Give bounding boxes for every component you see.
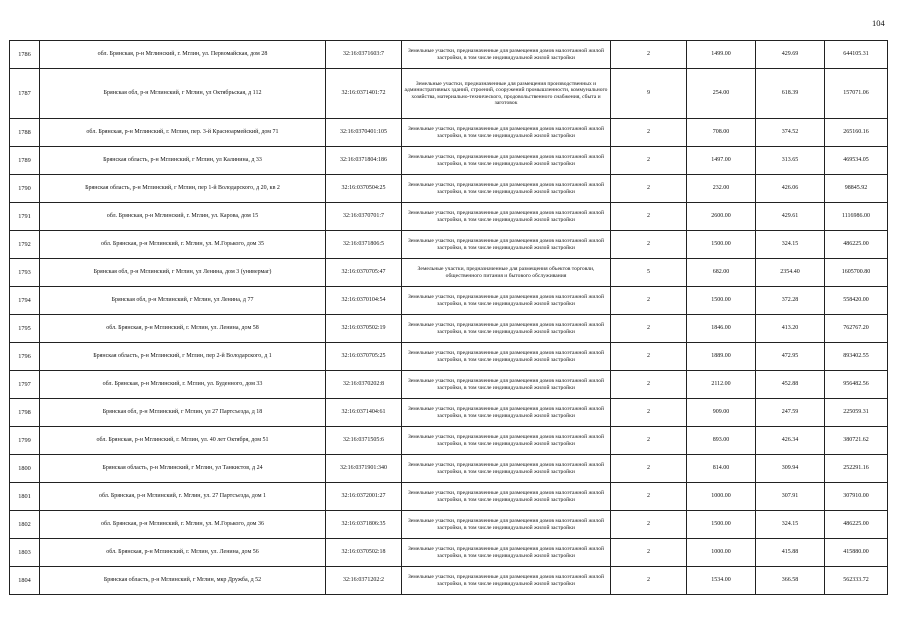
specific-cadastral-value-cell: 324.15 [756,231,825,259]
cadastral-value-cell: 225059.31 [825,399,888,427]
cadastral-value-cell: 265160.16 [825,119,888,147]
specific-cadastral-value-cell: 426.06 [756,175,825,203]
specific-cadastral-value-cell: 2354.40 [756,259,825,287]
row-number-cell: 1801 [10,483,40,511]
specific-cadastral-value-cell: 618.39 [756,69,825,119]
use-group-cell: 2 [611,343,687,371]
row-number-cell: 1791 [10,203,40,231]
area-cell: 1500.00 [687,511,756,539]
row-number-cell: 1793 [10,259,40,287]
land-use-purpose-cell: Земельные участки, предназначенные для размещения домов малоэтажной жилой застройки, в том числе индивидуальной жилой застройки [402,147,611,175]
table-row [10,399,888,427]
cadastral-number-cell: 32:16:0370202:8 [326,371,402,399]
cadastral-number-cell: 32:16:0371806:35 [326,511,402,539]
area-cell: 2112.00 [687,371,756,399]
specific-cadastral-value-cell: 313.65 [756,147,825,175]
area-cell: 909.00 [687,399,756,427]
use-group-cell: 2 [611,455,687,483]
row-number-cell: 1796 [10,343,40,371]
specific-cadastral-value-cell: 413.20 [756,315,825,343]
specific-cadastral-value-cell: 415.88 [756,539,825,567]
address-cell: обл. Брянская, р-н Мглинский, г. Мглин, ул. М.Горького, дом 35 [40,231,326,259]
cadastral-number-cell: 32:16:0371603:7 [326,41,402,69]
cadastral-number-cell: 32:16:0371806:5 [326,231,402,259]
address-cell: обл. Брянская, р-н Мглинский, г. Мглин, ул. Ленина, дом 58 [40,315,326,343]
table-row [10,427,888,455]
area-cell: 682.00 [687,259,756,287]
table-row [10,231,888,259]
address-cell: Брянская область, р-н Мглинский, г Мглин, пер 2-й Володарского, д 1 [40,343,326,371]
cadastral-value-cell: 762767.20 [825,315,888,343]
cadastral-value-cell: 956482.56 [825,371,888,399]
land-use-purpose-cell: Земельные участки, предназначенные для размещения домов малоэтажной жилой застройки, в том числе индивидуальной жилой застройки [402,315,611,343]
cadastral-number-cell: 32:16:0370502:19 [326,315,402,343]
use-group-cell: 2 [611,287,687,315]
address-cell: Брянская обл, р-н Мглинский, г Мглин, ул Октябрьская, д 112 [40,69,326,119]
land-use-purpose-cell: Земельные участки, предназначенные для размещения домов малоэтажной жилой застройки, в том числе индивидуальной жилой застройки [402,343,611,371]
table-row [10,69,888,119]
land-use-purpose-cell: Земельные участки, предназначенные для размещения объектов торговли, общественного питания и бытового обслуживания [402,259,611,287]
row-number-cell: 1802 [10,511,40,539]
page-number: 104 [872,18,885,28]
row-number-cell: 1790 [10,175,40,203]
area-cell: 1000.00 [687,539,756,567]
cadastral-value-cell: 644105.31 [825,41,888,69]
row-number-cell: 1792 [10,231,40,259]
cadastral-number-cell: 32:16:0370504:25 [326,175,402,203]
area-cell: 814.00 [687,455,756,483]
cadastral-value-cell: 486225.00 [825,511,888,539]
specific-cadastral-value-cell: 366.58 [756,567,825,595]
cadastral-value-cell: 1605700.80 [825,259,888,287]
cadastral-value-cell: 469534.05 [825,147,888,175]
cadastral-value-cell: 307910.00 [825,483,888,511]
land-use-purpose-cell: Земельные участки, предназначенные для размещения домов малоэтажной жилой застройки, в том числе индивидуальной жилой застройки [402,119,611,147]
row-number-cell: 1803 [10,539,40,567]
land-use-purpose-cell: Земельные участки, предназначенные для размещения домов малоэтажной жилой застройки, в том числе индивидуальной жилой застройки [402,567,611,595]
row-number-cell: 1797 [10,371,40,399]
use-group-cell: 2 [611,539,687,567]
table-row [10,175,888,203]
specific-cadastral-value-cell: 472.95 [756,343,825,371]
cadastral-number-cell: 32:16:0371804:186 [326,147,402,175]
specific-cadastral-value-cell: 307.91 [756,483,825,511]
table-row [10,483,888,511]
cadastral-value-cell: 1116986.00 [825,203,888,231]
table-row [10,147,888,175]
cadastral-registry-table [9,40,888,595]
area-cell: 893.00 [687,427,756,455]
area-cell: 708.00 [687,119,756,147]
specific-cadastral-value-cell: 429.69 [756,41,825,69]
address-cell: обл. Брянская, р-н Мглинский, г. Мглин, ул. Карова, дом 15 [40,203,326,231]
use-group-cell: 2 [611,315,687,343]
address-cell: обл. Брянская, р-н Мглинский, г. Мглин, ул. 27 Партсъезда, дом 1 [40,483,326,511]
row-number-cell: 1787 [10,69,40,119]
cadastral-number-cell: 32:16:0370701:7 [326,203,402,231]
specific-cadastral-value-cell: 372.28 [756,287,825,315]
table-row [10,259,888,287]
address-cell: Брянская обл, р-н Мглинский, г Мглин, ул Ленина, дом 3 (универмаг) [40,259,326,287]
specific-cadastral-value-cell: 324.15 [756,511,825,539]
table-row [10,539,888,567]
cadastral-value-cell: 415880.00 [825,539,888,567]
cadastral-number-cell: 32:16:0371401:72 [326,69,402,119]
table-row [10,119,888,147]
land-use-purpose-cell: Земельные участки, предназначенные для размещения домов малоэтажной жилой застройки, в том числе индивидуальной жилой застройки [402,539,611,567]
area-cell: 2600.00 [687,203,756,231]
address-cell: Брянская область, р-н Мглинский, г Мглин, ул Калинина, д 33 [40,147,326,175]
address-cell: обл. Брянская, р-н Мглинский, г. Мглин, пер. 3-й Красноармейский, дом 71 [40,119,326,147]
table-row [10,455,888,483]
use-group-cell: 2 [611,147,687,175]
use-group-cell: 2 [611,511,687,539]
row-number-cell: 1788 [10,119,40,147]
row-number-cell: 1794 [10,287,40,315]
area-cell: 1500.00 [687,287,756,315]
table-row [10,203,888,231]
use-group-cell: 9 [611,69,687,119]
specific-cadastral-value-cell: 426.34 [756,427,825,455]
table-row [10,511,888,539]
row-number-cell: 1786 [10,41,40,69]
table-row [10,343,888,371]
use-group-cell: 5 [611,259,687,287]
land-use-purpose-cell: Земельные участки, предназначенные для размещения домов малоэтажной жилой застройки, в том числе индивидуальной жилой застройки [402,455,611,483]
address-cell: обл. Брянская, р-н Мглинский, г. Мглин, ул. Ленина, дом 56 [40,539,326,567]
use-group-cell: 2 [611,175,687,203]
cadastral-number-cell: 32:16:0372001:27 [326,483,402,511]
registry-table-body [10,41,888,595]
area-cell: 254.00 [687,69,756,119]
cadastral-number-cell: 32:16:0371404:61 [326,399,402,427]
land-use-purpose-cell: Земельные участки, предназначенные для размещения домов малоэтажной жилой застройки, в том числе индивидуальной жилой застройки [402,41,611,69]
row-number-cell: 1795 [10,315,40,343]
use-group-cell: 2 [611,231,687,259]
table-row [10,371,888,399]
specific-cadastral-value-cell: 309.94 [756,455,825,483]
row-number-cell: 1798 [10,399,40,427]
use-group-cell: 2 [611,399,687,427]
row-number-cell: 1789 [10,147,40,175]
land-use-purpose-cell: Земельные участки, предназначенные для размещения домов малоэтажной жилой застройки, в том числе индивидуальной жилой застройки [402,203,611,231]
table-row [10,315,888,343]
cadastral-number-cell: 32:16:0371901:340 [326,455,402,483]
land-use-purpose-cell: Земельные участки, предназначенные для размещения домов малоэтажной жилой застройки, в том числе индивидуальной жилой застройки [402,511,611,539]
cadastral-value-cell: 98845.92 [825,175,888,203]
use-group-cell: 2 [611,119,687,147]
cadastral-number-cell: 32:16:0370705:47 [326,259,402,287]
cadastral-number-cell: 32:16:0371505:6 [326,427,402,455]
specific-cadastral-value-cell: 247.59 [756,399,825,427]
area-cell: 1497.00 [687,147,756,175]
land-use-purpose-cell: Земельные участки, предназначенные для размещения домов малоэтажной жилой застройки, в том числе индивидуальной жилой застройки [402,427,611,455]
land-use-purpose-cell: Земельные участки, предназначенные для размещения домов малоэтажной жилой застройки, в том числе индивидуальной жилой застройки [402,287,611,315]
area-cell: 1889.00 [687,343,756,371]
address-cell: Брянская обл, р-н Мглинский, г Мглин, ул Ленина, д 77 [40,287,326,315]
use-group-cell: 2 [611,371,687,399]
table-row [10,41,888,69]
use-group-cell: 2 [611,427,687,455]
land-use-purpose-cell: Земельные участки, предназначенные для размещения домов малоэтажной жилой застройки, в том числе индивидуальной жилой застройки [402,231,611,259]
cadastral-number-cell: 32:16:0370401:105 [326,119,402,147]
table-row [10,567,888,595]
specific-cadastral-value-cell: 452.88 [756,371,825,399]
area-cell: 1500.00 [687,231,756,259]
land-use-purpose-cell: Земельные участки, предназначенные для размещения домов малоэтажной жилой застройки, в том числе индивидуальной жилой застройки [402,399,611,427]
address-cell: обл. Брянская, р-н Мглинский, г. Мглин, ул. М.Горького, дом 36 [40,511,326,539]
table-row [10,287,888,315]
row-number-cell: 1804 [10,567,40,595]
cadastral-number-cell: 32:16:0370502:18 [326,539,402,567]
area-cell: 1499.00 [687,41,756,69]
area-cell: 1534.00 [687,567,756,595]
cadastral-value-cell: 252291.16 [825,455,888,483]
specific-cadastral-value-cell: 429.61 [756,203,825,231]
area-cell: 1000.00 [687,483,756,511]
land-use-purpose-cell: Земельные участки, предназначенные для размещения производственных и административных зданий, строений, сооружений промышленности, коммунального хозяйства, материально-технического, продовольственного снабжения, сбыта и заготовок [402,69,611,119]
cadastral-value-cell: 562333.72 [825,567,888,595]
address-cell: обл. Брянская, р-н Мглинский, г. Мглин, ул. Первомайская, дом 28 [40,41,326,69]
land-use-purpose-cell: Земельные участки, предназначенные для размещения домов малоэтажной жилой застройки, в том числе индивидуальной жилой застройки [402,371,611,399]
use-group-cell: 2 [611,567,687,595]
address-cell: обл. Брянская, р-н Мглинский, г. Мглин, ул. Буденного, дом 33 [40,371,326,399]
row-number-cell: 1799 [10,427,40,455]
area-cell: 1846.00 [687,315,756,343]
land-use-purpose-cell: Земельные участки, предназначенные для размещения домов малоэтажной жилой застройки, в том числе индивидуальной жилой застройки [402,175,611,203]
land-use-purpose-cell: Земельные участки, предназначенные для размещения домов малоэтажной жилой застройки, в том числе индивидуальной жилой застройки [402,483,611,511]
cadastral-value-cell: 380721.62 [825,427,888,455]
address-cell: обл. Брянская, р-н Мглинский, г. Мглин, ул. 40 лет Октября, дом 51 [40,427,326,455]
address-cell: Брянская область, р-н Мглинский, г Мглин, мкр Дружба, д 52 [40,567,326,595]
cadastral-value-cell: 486225.00 [825,231,888,259]
use-group-cell: 2 [611,203,687,231]
address-cell: Брянская область, р-н Мглинский, г Мглин, пер 1-й Володарского, д 20, кв 2 [40,175,326,203]
area-cell: 232.00 [687,175,756,203]
cadastral-number-cell: 32:16:0370104:54 [326,287,402,315]
address-cell: Брянская область, р-н Мглинский, г Мглин, ул Танкистов, д 24 [40,455,326,483]
address-cell: Брянская обл, р-н Мглинский, г Мглин, ул 27 Партсъезда, д 18 [40,399,326,427]
cadastral-number-cell: 32:16:0371202:2 [326,567,402,595]
cadastral-value-cell: 893402.55 [825,343,888,371]
row-number-cell: 1800 [10,455,40,483]
cadastral-value-cell: 558420.00 [825,287,888,315]
use-group-cell: 2 [611,483,687,511]
use-group-cell: 2 [611,41,687,69]
cadastral-number-cell: 32:16:0370705:25 [326,343,402,371]
cadastral-value-cell: 157071.06 [825,69,888,119]
specific-cadastral-value-cell: 374.52 [756,119,825,147]
